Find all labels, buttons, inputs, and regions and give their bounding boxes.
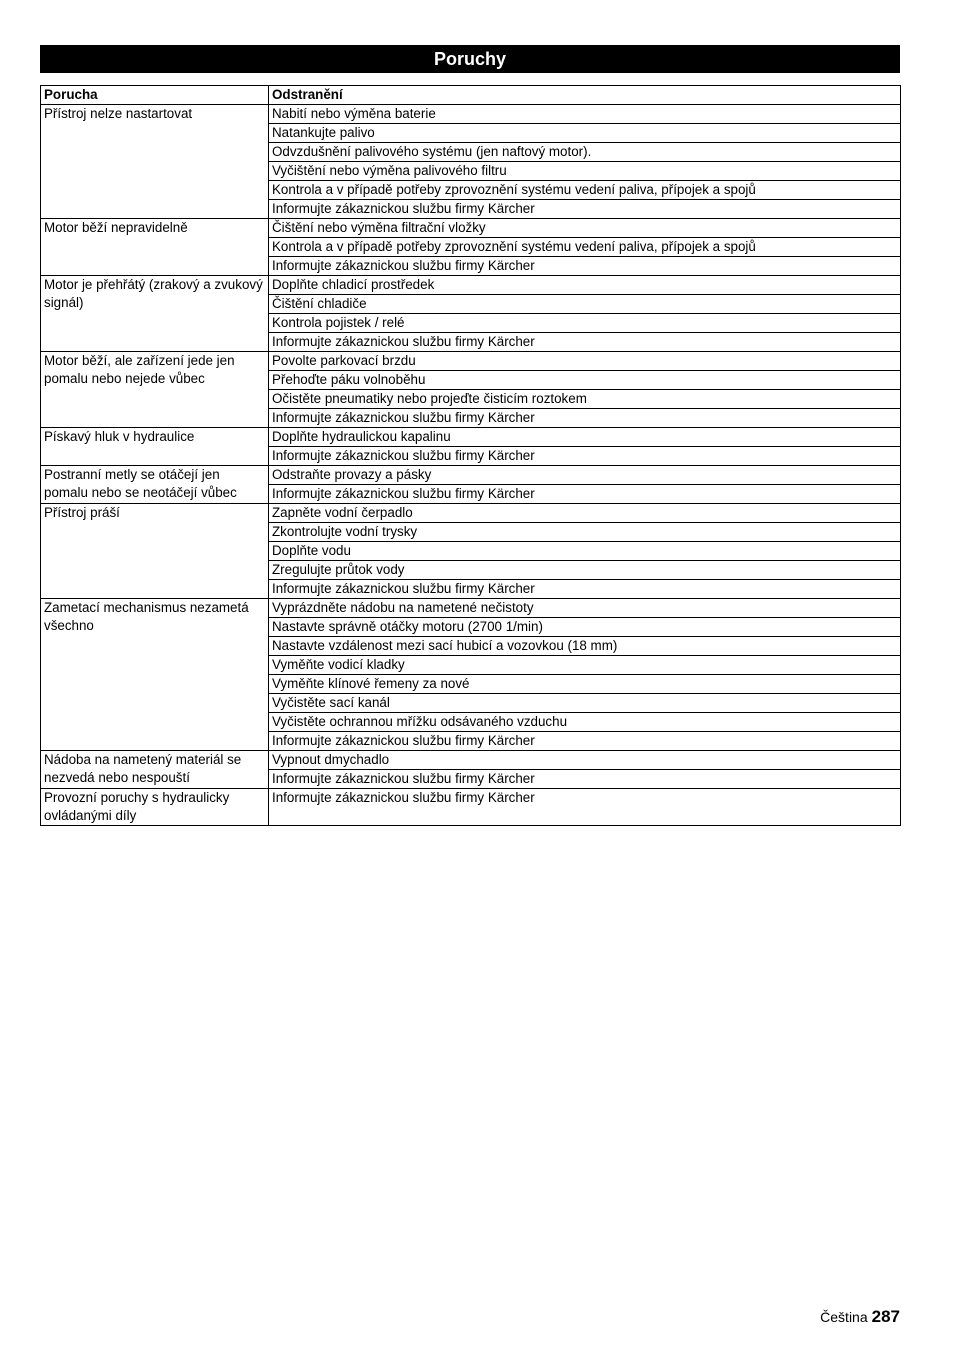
remedy-cell: Odvzdušnění palivového systému (jen naftový motor). [269, 143, 901, 162]
table-body [41, 105, 901, 826]
remedy-cell: Odstraňte provazy a pásky [269, 466, 901, 485]
remedy-cell: Informujte zákaznickou službu firmy Kärcher [269, 409, 901, 428]
remedy-cell: Kontrola a v případě potřeby zprovoznění systému vedení paliva, přípojek a spojů [269, 238, 901, 257]
header-fault: Porucha [41, 86, 269, 105]
fault-cell: Motor je přehřátý (zrakový a zvukový signál) [41, 276, 269, 352]
footer-language: Čeština [820, 1309, 868, 1325]
table-row [41, 428, 901, 447]
remedy-cell: Natankujte palivo [269, 124, 901, 143]
remedy-cell: Vyčistěte sací kanál [269, 694, 901, 713]
remedy-cell: Vyměňte klínové řemeny za nové [269, 675, 901, 694]
fault-cell: Nádoba na nametený materiál se nezvedá nebo nespouští [41, 751, 269, 789]
table-row [41, 276, 901, 295]
table-row [41, 466, 901, 485]
remedy-cell: Vyčištění nebo výměna palivového filtru [269, 162, 901, 181]
page-number: 287 [871, 1307, 900, 1326]
remedy-cell: Nastavte vzdálenost mezi sací hubicí a vozovkou (18 mm) [269, 637, 901, 656]
troubleshooting-table [40, 85, 901, 826]
remedy-cell: Zkontrolujte vodní trysky [269, 523, 901, 542]
remedy-cell: Čištění nebo výměna filtrační vložky [269, 219, 901, 238]
remedy-cell: Nabití nebo výměna baterie [269, 105, 901, 124]
remedy-cell: Kontrola pojistek / relé [269, 314, 901, 333]
remedy-cell: Informujte zákaznickou službu firmy Kärcher [269, 333, 901, 352]
remedy-cell: Informujte zákaznickou službu firmy Kärcher [269, 200, 901, 219]
remedy-cell: Doplňte vodu [269, 542, 901, 561]
remedy-cell: Informujte zákaznickou službu firmy Kärcher [269, 580, 901, 599]
fault-cell: Přístroj nelze nastartovat [41, 105, 269, 219]
fault-cell: Zametací mechanismus nezametá všechno [41, 599, 269, 751]
remedy-cell: Zregulujte průtok vody [269, 561, 901, 580]
fault-cell: Pískavý hluk v hydraulice [41, 428, 269, 466]
table-row [41, 751, 901, 770]
remedy-cell: Očistěte pneumatiky nebo projeďte čisticím roztokem [269, 390, 901, 409]
remedy-cell: Zapněte vodní čerpadlo [269, 504, 901, 523]
table-row [41, 599, 901, 618]
table-row [41, 789, 901, 826]
fault-cell: Provozní poruchy s hydraulicky ovládanými díly [41, 789, 269, 826]
remedy-cell: Informujte zákaznickou službu firmy Kärcher [269, 485, 901, 504]
table-row [41, 504, 901, 523]
remedy-cell: Čištění chladiče [269, 295, 901, 314]
table-row [41, 105, 901, 124]
remedy-cell: Vyprázdněte nádobu na nametené nečistoty [269, 599, 901, 618]
remedy-cell: Povolte parkovací brzdu [269, 352, 901, 371]
page-title: Poruchy [40, 45, 900, 73]
table-header-row [41, 86, 901, 105]
remedy-cell: Přehoďte páku volnoběhu [269, 371, 901, 390]
fault-cell: Motor běží nepravidelně [41, 219, 269, 276]
remedy-cell: Nastavte správně otáčky motoru (2700 1/min) [269, 618, 901, 637]
header-remedy: Odstranění [269, 86, 901, 105]
page-footer [820, 1307, 900, 1327]
remedy-cell: Informujte zákaznickou službu firmy Kärcher [269, 447, 901, 466]
remedy-cell: Informujte zákaznickou službu firmy Kärcher [269, 789, 901, 826]
remedy-cell: Doplňte hydraulickou kapalinu [269, 428, 901, 447]
remedy-cell: Informujte zákaznickou službu firmy Kärcher [269, 770, 901, 789]
remedy-cell: Doplňte chladicí prostředek [269, 276, 901, 295]
fault-cell: Postranní metly se otáčejí jen pomalu nebo se neotáčejí vůbec [41, 466, 269, 504]
remedy-cell: Vypnout dmychadlo [269, 751, 901, 770]
remedy-cell: Vyčistěte ochrannou mřížku odsávaného vzduchu [269, 713, 901, 732]
fault-cell: Motor běží, ale zařízení jede jen pomalu nebo nejede vůbec [41, 352, 269, 428]
remedy-cell: Informujte zákaznickou službu firmy Kärcher [269, 257, 901, 276]
remedy-cell: Vyměňte vodicí kladky [269, 656, 901, 675]
table-row [41, 352, 901, 371]
remedy-cell: Informujte zákaznickou službu firmy Kärcher [269, 732, 901, 751]
remedy-cell: Kontrola a v případě potřeby zprovoznění systému vedení paliva, přípojek a spojů [269, 181, 901, 200]
table-row [41, 219, 901, 238]
fault-cell: Přístroj práší [41, 504, 269, 599]
